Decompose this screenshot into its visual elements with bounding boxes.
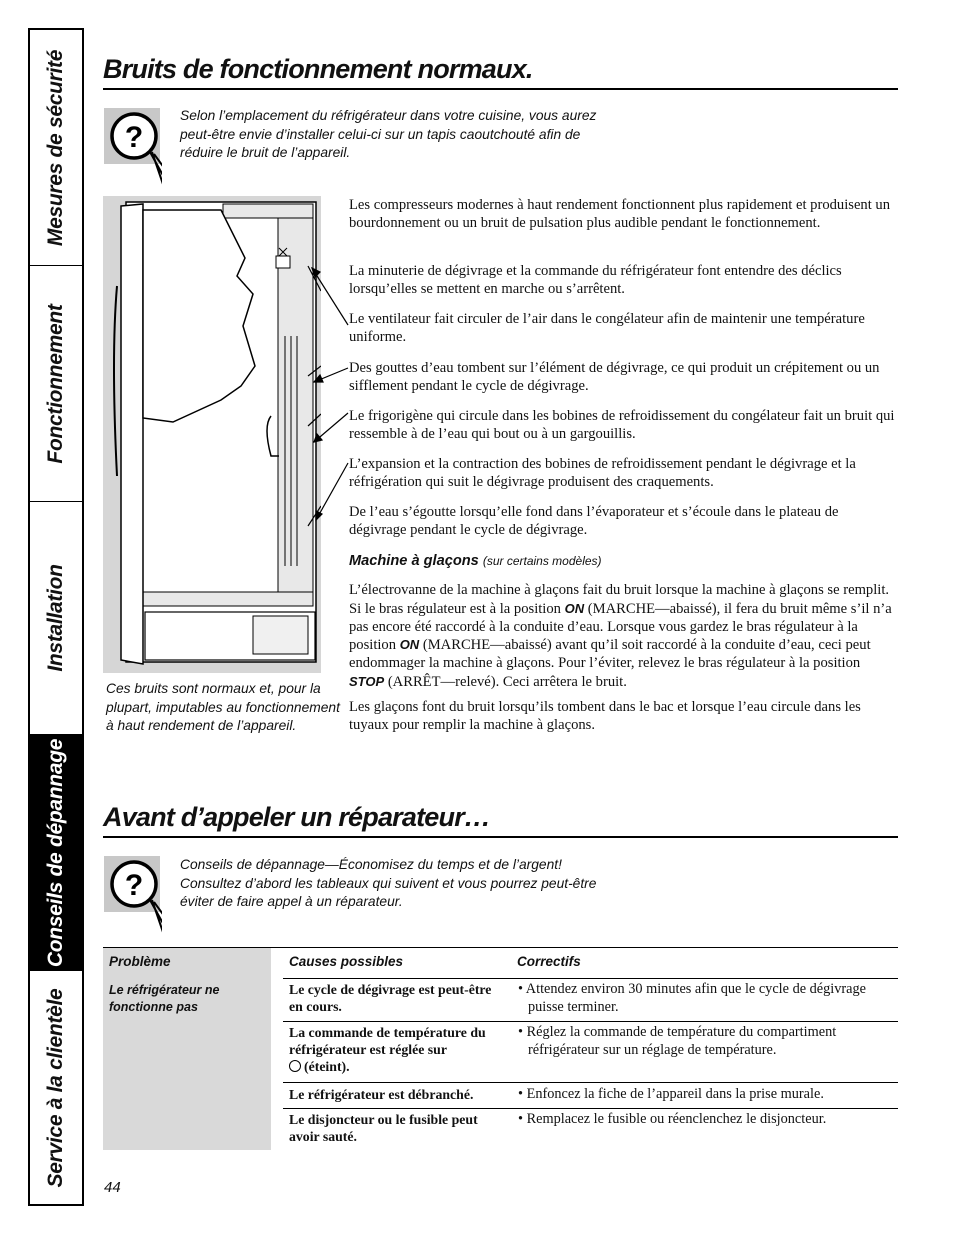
paragraph-icemaker-valve [349, 582, 899, 692]
header-fixes: Correctifs [517, 954, 581, 969]
tab-label: Mesures de sécurité [44, 49, 67, 246]
side-tab-bar [28, 28, 84, 1206]
paragraph-refrigerant: Le frigorigène qui circule dans les bobines de refroidissement du congélateur fait un bruit qui ressemble à de l’eau qui bout ou à un gargouillis. [349, 408, 895, 442]
paragraph-expansion: L’expansion et la contraction des bobines de refroidissement pendant le dégivrage et la réfrigération qui suit le dégivrage produisent des craquements. [349, 456, 856, 490]
question-mark-icon [104, 856, 162, 940]
keyword-on: ON [564, 600, 585, 616]
text-span: L’électrovanne de la machine à glaçons fait du bruit lorsque la machine à glaçons se remplit. Si le bras régulateur est à la position [349, 582, 890, 617]
svg-text:?: ? [124, 869, 144, 902]
paragraph-ice-cubes: Les glaçons font du bruit lorsqu’ils tombent dans le bac et lorsque l’eau circule dans les tuyaux pour remplir la machine à glaçons. [349, 699, 861, 733]
tab-label: Fonctionnement [44, 303, 67, 464]
fix-cell: • Attendez environ 30 minutes afin que le cycle de dégivrage puisse terminer. [518, 981, 867, 1015]
text-span: (ARRÊT—relevé). Ceci arrêtera le bruit. [384, 673, 627, 690]
tab-installation[interactable] [30, 502, 82, 735]
cause-cell: Le réfrigérateur est débranché. [289, 1087, 474, 1102]
svg-text:?: ? [124, 121, 144, 154]
cause-text-end: (éteint). [304, 1059, 350, 1074]
text-span: (MARCHE—abaissé) avant qu’il soit raccordé à la conduite d’eau, ceci peut endommager la machine à glaçons. Pour l’éviter, relevez le bras régulateur à la position [349, 637, 871, 672]
cause-cell: Le cycle de dégivrage est peut-être en cours. [289, 982, 492, 1014]
cause-cell: Le disjoncteur ou le fusible peut avoir sauté. [289, 1112, 478, 1144]
icemaker-heading [349, 553, 899, 571]
paragraph-water-dripping: De l’eau s’égoutte lorsqu’elle fond dans l’évaporateur et s’écoule dans le plateau de dégivrage pendant le cycle de dégivrage. [349, 504, 839, 538]
table-row [283, 978, 898, 1021]
paragraph-defrost-timer: La minuterie de dégivrage et la commande du réfrigérateur font entendre des déclics lorsqu’elles se mettent en marche ou s’arrêtent. [349, 263, 842, 297]
tip-text-rubber-mat: Selon l’emplacement du réfrigérateur dans votre cuisine, vous aurez peut-être envie d’installer celui-ci sur un tapis caoutchouté afin de réduire le bruit de l’appareil. [180, 108, 597, 160]
refrigerator-cutaway-illustration [103, 196, 321, 673]
tab-service-a-la-clientele[interactable] [30, 971, 82, 1204]
tab-conseils-de-depannage[interactable] [30, 735, 82, 971]
tab-mesures-de-securite[interactable] [30, 30, 82, 266]
illustration-caption: Ces bruits sont normaux et, pour la plupart, imputables au fonctionnement à haut rendement de l’appareil. [106, 681, 340, 733]
fix-cell: • Réglez la commande de température du compartiment réfrigérateur sur un réglage de température. [518, 1024, 837, 1058]
paragraph-water-drops: Des gouttes d’eau tombent sur l’élément de dégivrage, ce qui produit un crépitement ou un sifflement pendant le cycle de dégivrage. [349, 360, 880, 394]
table-row [283, 1108, 898, 1150]
page-number: 44 [104, 1179, 121, 1196]
section-title-before-calling-service: Avant d’appeler un réparateur… [103, 802, 898, 838]
keyword-stop: STOP [349, 673, 385, 689]
cause-cell [289, 1024, 507, 1075]
fix-cell: • Remplacez le fusible ou réenclenchez le disjoncteur. [518, 1111, 827, 1127]
header-causes: Causes possibles [289, 954, 404, 969]
table-row [283, 1082, 898, 1108]
tip-text-troubleshooting: Conseils de dépannage—Économisez du temps et de l’argent! Consultez d’abord les tableaux qui suivent et vous pourrez peut-être éviter de faire appel à un réparateur. [180, 857, 597, 909]
keyword-on: ON [399, 637, 420, 653]
tab-fonctionnement[interactable] [30, 266, 82, 502]
problem-cell: Le réfrigérateur ne fonctionne pas [103, 978, 271, 1150]
pointer-arrows [300, 250, 350, 550]
tab-label: Service à la clientèle [44, 988, 67, 1187]
section-title-normal-noises: Bruits de fonctionnement normaux. [103, 54, 898, 90]
tab-label: Conseils de dépannage [44, 738, 67, 967]
off-symbol-icon [289, 1060, 301, 1072]
fix-cell: • Enfoncez la fiche de l’appareil dans la prise murale. [518, 1086, 824, 1102]
tab-label: Installation [44, 564, 67, 672]
table-row [283, 1021, 898, 1082]
question-mark-icon [104, 108, 162, 192]
cause-text: La commande de température du réfrigérateur est réglée sur [289, 1025, 486, 1057]
text-span: (MARCHE—abaissé), il fera du bruit même s’il n’a pas encore été raccordé à la conduite d’eau. Lorsque vous gardez le bras régulateur à la position [349, 600, 892, 654]
troubleshooting-table [103, 947, 898, 1144]
header-problem: Problème [103, 948, 271, 978]
paragraph-compressor: Les compresseurs modernes à haut rendement fonctionnent plus rapidement et produisent un bourdonnement ou un bruit de pulsation plus audible pendant le fonctionnement. [349, 197, 891, 231]
paragraph-fan: Le ventilateur fait circuler de l’air dans le congélateur afin de maintenir une température uniforme. [349, 311, 865, 345]
icemaker-heading-text: Machine à glaçons [349, 553, 479, 569]
icemaker-heading-note: (sur certains modèles) [482, 554, 602, 568]
